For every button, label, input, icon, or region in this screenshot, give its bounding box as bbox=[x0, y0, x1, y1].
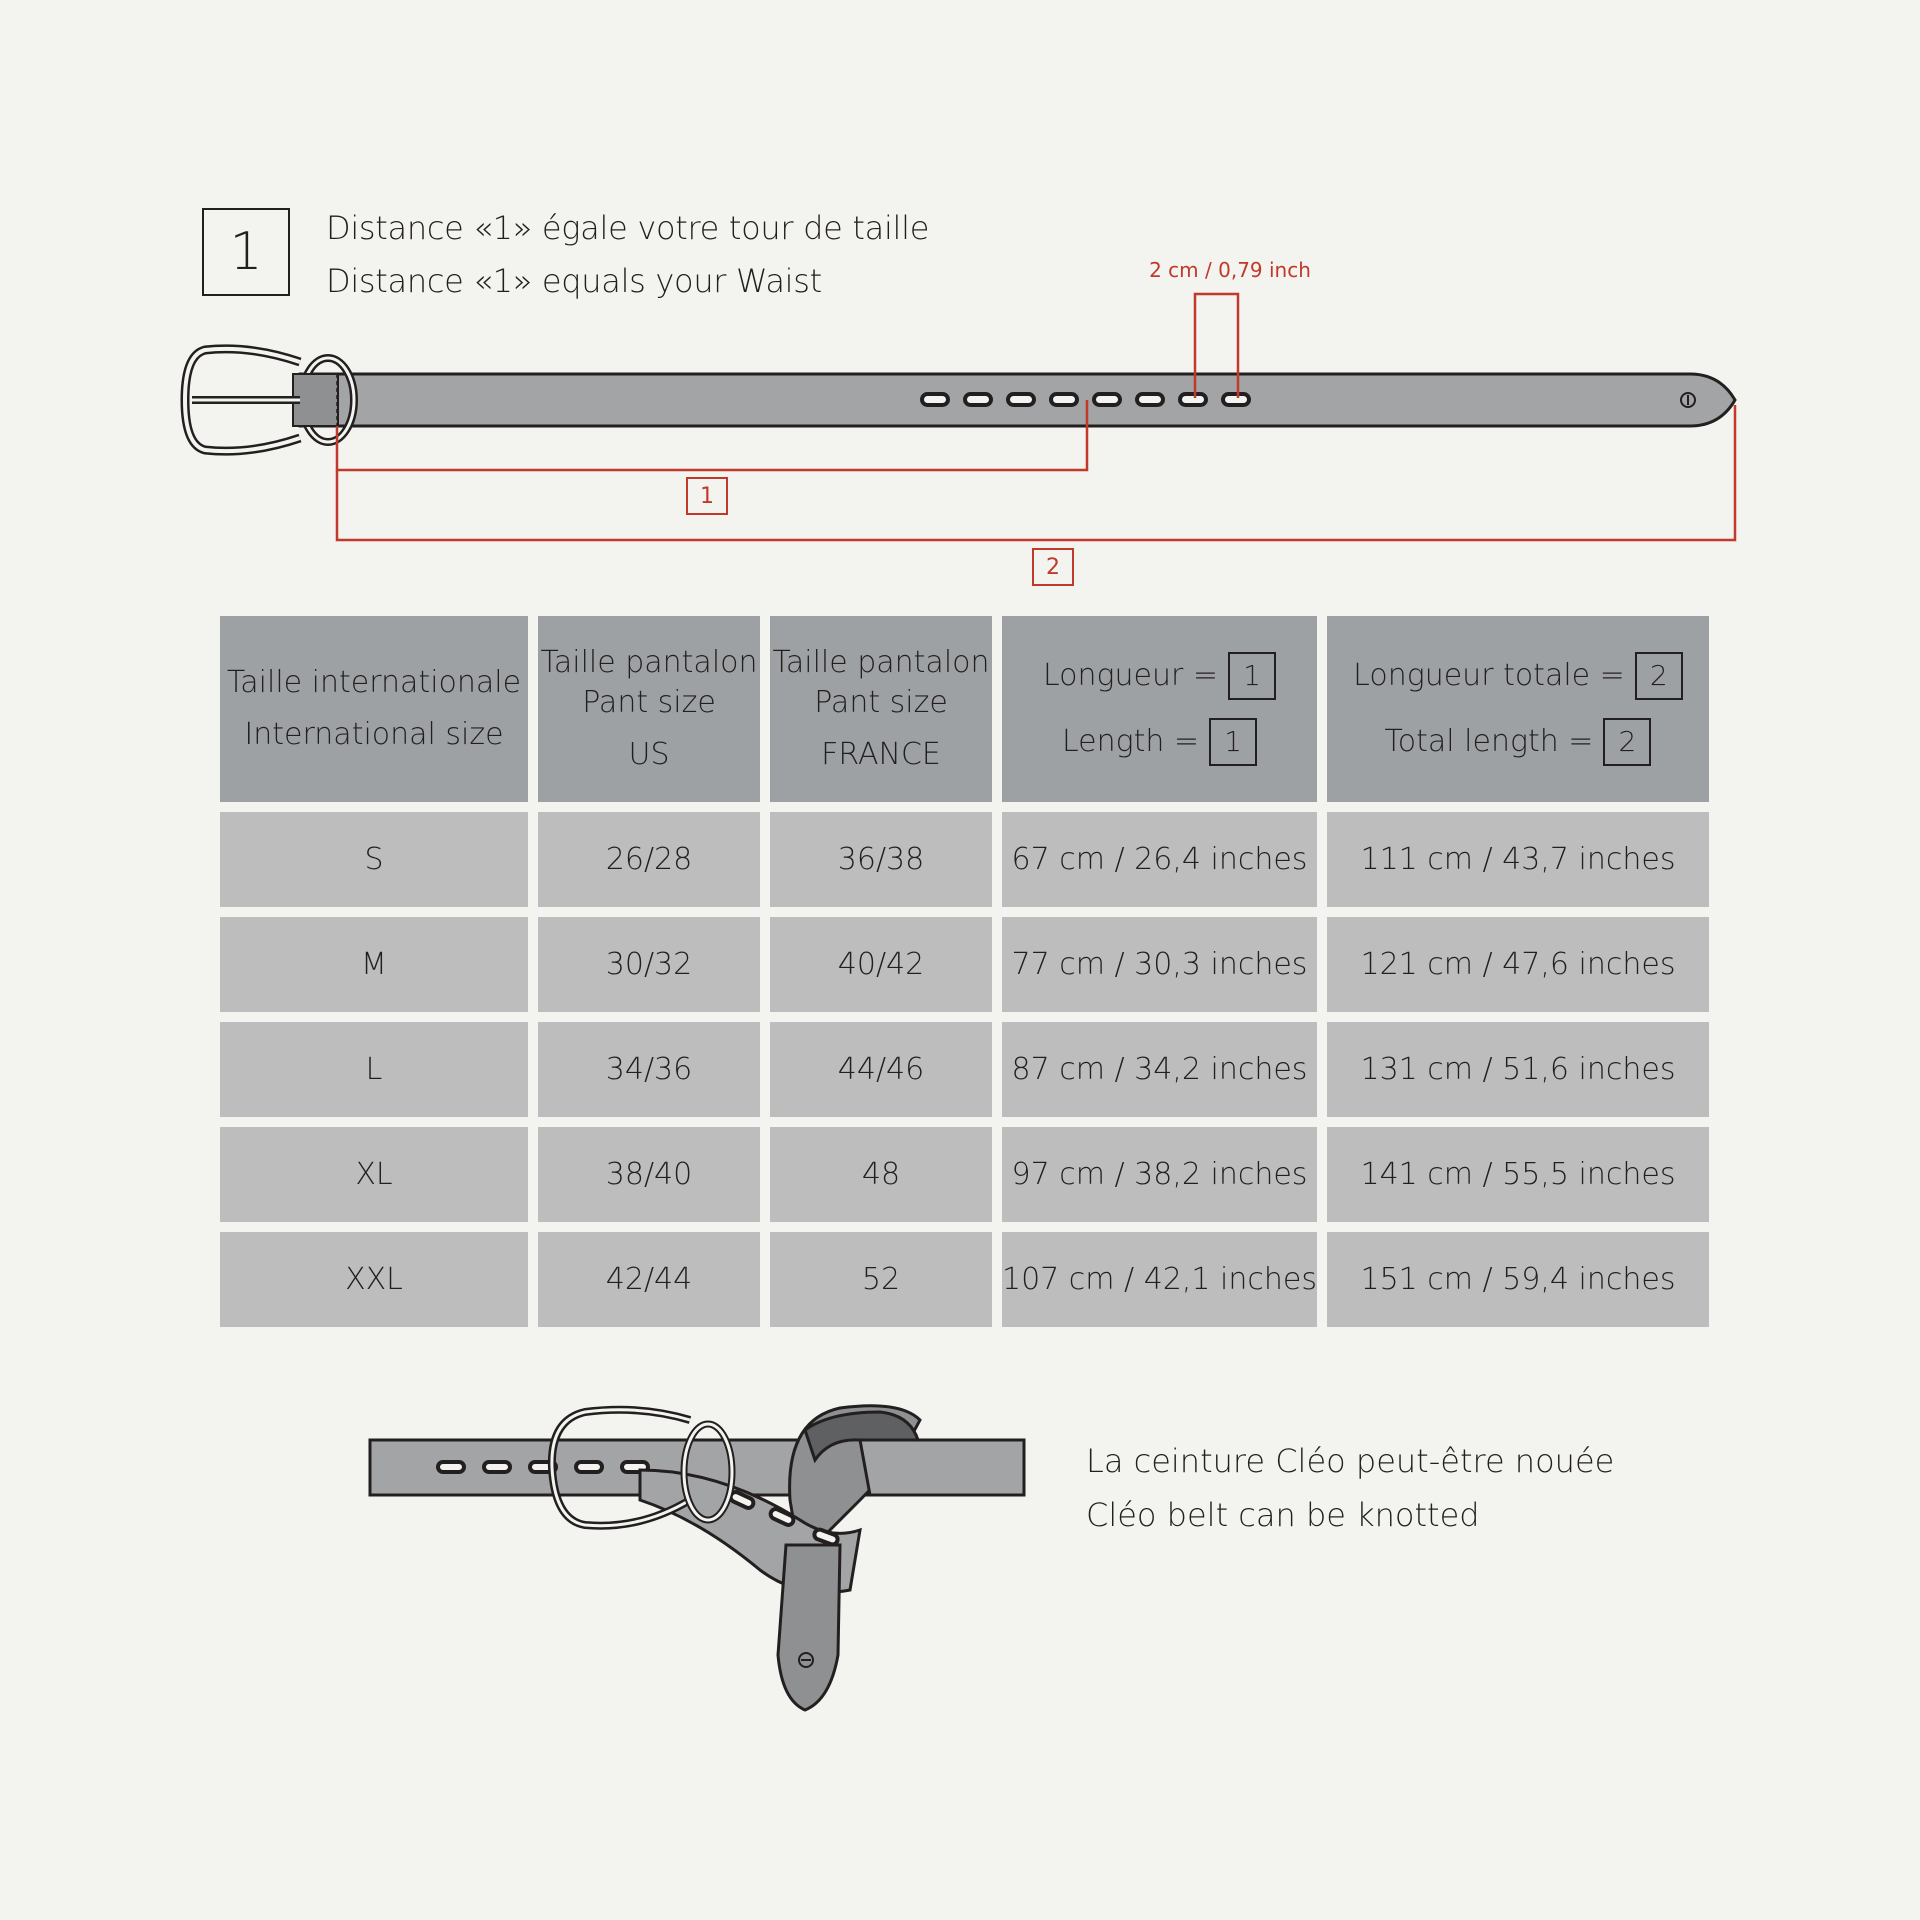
cell-length: 87 cm / 34,2 inches bbox=[1002, 1022, 1317, 1117]
header-france-size: Taille pantalon Pant size FRANCE bbox=[770, 616, 992, 802]
instruction-fr: Distance «1» égale votre tour de taille bbox=[326, 209, 930, 247]
knot-caption-fr: La ceinture Cléo peut-être nouée bbox=[1086, 1442, 1615, 1480]
header-us-size: Taille pantalon Pant size US bbox=[538, 616, 760, 802]
table-row bbox=[220, 1127, 1709, 1222]
size-table bbox=[210, 606, 1719, 1337]
total-box-en: 2 bbox=[1603, 718, 1651, 766]
length-box-en: 1 bbox=[1209, 718, 1257, 766]
knot-caption bbox=[1086, 1434, 1614, 1542]
cell-total: 131 cm / 51,6 inches bbox=[1327, 1022, 1709, 1117]
cell-france: 40/42 bbox=[770, 917, 992, 1012]
cell-length: 67 cm / 26,4 inches bbox=[1002, 812, 1317, 907]
cell-length: 77 cm / 30,3 inches bbox=[1002, 917, 1317, 1012]
cell-total: 141 cm / 55,5 inches bbox=[1327, 1127, 1709, 1222]
knotted-belt-illustration bbox=[340, 1380, 1060, 1720]
cell-size: L bbox=[220, 1022, 528, 1117]
total-box-fr: 2 bbox=[1635, 652, 1683, 700]
cell-us: 34/36 bbox=[538, 1022, 760, 1117]
length-box-fr: 1 bbox=[1228, 652, 1276, 700]
table-header-row bbox=[220, 616, 1709, 802]
knot-caption-en: Cléo belt can be knotted bbox=[1086, 1496, 1480, 1534]
header-length: Longueur = 1 Length = 1 bbox=[1002, 616, 1317, 802]
header-total-length: Longueur totale = 2 Total length = 2 bbox=[1327, 616, 1709, 802]
belt-diagram bbox=[0, 0, 1920, 620]
table-row bbox=[220, 812, 1709, 907]
cell-us: 42/44 bbox=[538, 1232, 760, 1327]
cell-france: 36/38 bbox=[770, 812, 992, 907]
cell-france: 44/46 bbox=[770, 1022, 992, 1117]
header-international-size: Taille internationale International size bbox=[220, 616, 528, 802]
cell-us: 26/28 bbox=[538, 812, 760, 907]
hole-spacing-label: 2 cm / 0,79 inch bbox=[1149, 258, 1311, 282]
cell-france: 48 bbox=[770, 1127, 992, 1222]
distance-2-marker bbox=[1032, 548, 1074, 586]
cell-us: 30/32 bbox=[538, 917, 760, 1012]
distance-1-marker bbox=[686, 477, 728, 515]
cell-size: XL bbox=[220, 1127, 528, 1222]
cell-length: 97 cm / 38,2 inches bbox=[1002, 1127, 1317, 1222]
step-number: 1 bbox=[229, 222, 263, 282]
table-row bbox=[220, 1232, 1709, 1327]
distance-1-marker-text: 1 bbox=[700, 483, 714, 509]
cell-length: 107 cm / 42,1 inches bbox=[1002, 1232, 1317, 1327]
instruction-en: Distance «1» equals your Waist bbox=[326, 262, 822, 300]
cell-total: 111 cm / 43,7 inches bbox=[1327, 812, 1709, 907]
cell-size: XXL bbox=[220, 1232, 528, 1327]
cell-total: 151 cm / 59,4 inches bbox=[1327, 1232, 1709, 1327]
table-row bbox=[220, 1022, 1709, 1117]
cell-france: 52 bbox=[770, 1232, 992, 1327]
cell-size: S bbox=[220, 812, 528, 907]
table-row bbox=[220, 917, 1709, 1012]
cell-size: M bbox=[220, 917, 528, 1012]
distance-2-marker-text: 2 bbox=[1046, 554, 1060, 580]
cell-us: 38/40 bbox=[538, 1127, 760, 1222]
cell-total: 121 cm / 47,6 inches bbox=[1327, 917, 1709, 1012]
belt-tail bbox=[778, 1545, 840, 1710]
